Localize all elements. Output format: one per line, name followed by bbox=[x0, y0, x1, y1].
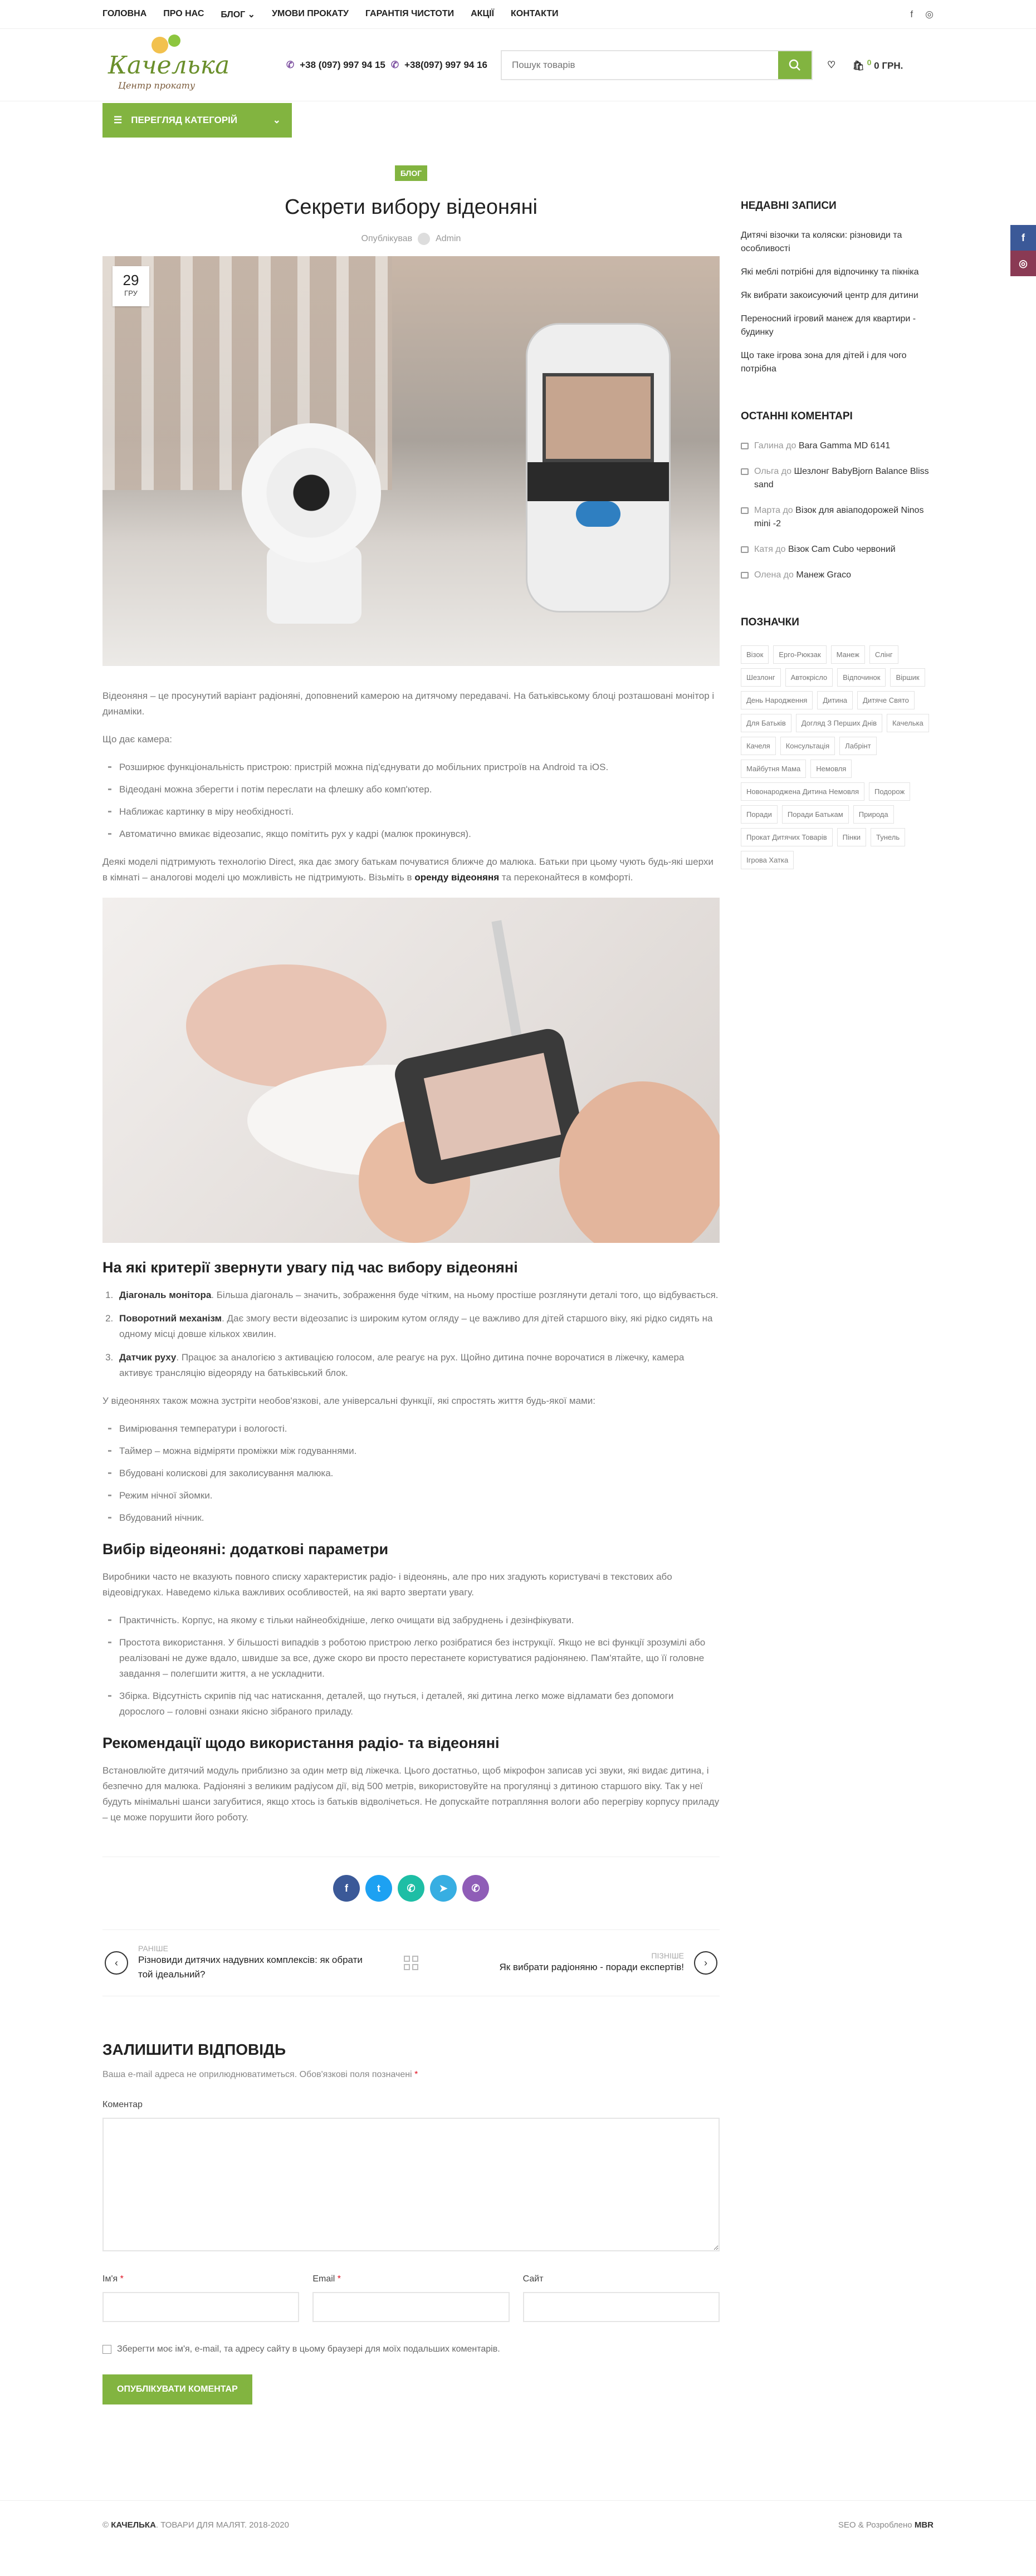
tag-link[interactable]: Подорож bbox=[869, 782, 910, 801]
email-field[interactable] bbox=[312, 2292, 509, 2322]
list-item: Наближає картинку в міру необхідності. bbox=[116, 804, 720, 820]
footer-brand[interactable]: КАЧЕЛЬКА bbox=[111, 2520, 156, 2530]
nav-promotions[interactable]: АКЦІЇ bbox=[471, 8, 494, 18]
tag-link[interactable]: Консультація bbox=[780, 737, 835, 755]
previous-post-text bbox=[138, 1944, 366, 1982]
nav-about[interactable]: ПРО НАС bbox=[163, 8, 204, 18]
next-label: ПІЗНІШЕ bbox=[651, 1951, 684, 1960]
list-item: Практичність. Корпус, на якому є тільки найнеобхідніше, легко очищати від забруднень і дезінфікувати. bbox=[116, 1613, 720, 1628]
recent-comments-widget bbox=[741, 410, 934, 582]
commented-post-link[interactable]: Шезлонг BabyBjorn Balance Bliss sand bbox=[754, 467, 929, 489]
widget-title: НЕДАВНІ ЗАПИСИ bbox=[741, 200, 837, 212]
list-item: Простота використання. У більшості випадків з роботою пристрою легко розібратися без інструкції. Якщо не всі функції зрозумілі або реалізовані не дуже вдало, швидше за все, дуже скоро ви просто перестанете користуватися радіонянею. Пам'ятайте, що її головне завдання – полегшити життя, а не ускладнити. bbox=[116, 1635, 720, 1682]
header-icons bbox=[827, 58, 903, 72]
paragraph: Відеоняня – це просунутий варіант радіоняні, доповнений камерою на дитячому передавачі. На батьківському блоці розташовані монітор і динаміки. bbox=[102, 690, 715, 717]
paragraph: Виробники часто не вказують повного списку характеристик радіо- і відеонянь, але про них згадують користувачі в текстових або відеовідгуках. Наведемо кілька важливих особливостей, на які варто звертати увагу. bbox=[102, 1571, 672, 1598]
facebook-share-icon[interactable]: f bbox=[333, 1875, 360, 1902]
viber-share-icon[interactable]: ✆ bbox=[462, 1875, 489, 1902]
cart-button[interactable] bbox=[852, 58, 903, 72]
criteria-list bbox=[102, 1287, 720, 1381]
paragraph: У відеонянях також можна зустріти необов'язкові, але універсальні функції, які спростять життя будь-якої мами: bbox=[102, 1395, 595, 1406]
instagram-icon[interactable]: ◎ bbox=[1010, 251, 1036, 276]
monitor-screen-graphic bbox=[543, 373, 654, 462]
paragraph: Що дає камера: bbox=[102, 734, 172, 745]
reply-note-text: Ваша e-mail адреса не оприлюднюватиметься. Обов'язкові поля позначені bbox=[102, 2070, 412, 2079]
email-label bbox=[312, 2274, 509, 2284]
monitor-button-graphic bbox=[576, 501, 620, 527]
author-fields bbox=[102, 2254, 720, 2322]
tag-link[interactable]: Слінг bbox=[869, 645, 898, 664]
tag-link[interactable]: Тунель bbox=[871, 828, 905, 846]
commenter: Галина до bbox=[754, 441, 796, 450]
search-input[interactable] bbox=[502, 51, 778, 79]
article bbox=[102, 138, 720, 2404]
viber-icon: ✆ bbox=[286, 59, 295, 70]
sidebar bbox=[741, 138, 934, 2404]
copyright-sign: © bbox=[102, 2520, 109, 2530]
site-field-group bbox=[523, 2254, 720, 2322]
tag-link[interactable]: Автокрісло bbox=[785, 668, 833, 687]
comment-icon bbox=[741, 572, 749, 579]
baby-monitor-image bbox=[102, 898, 720, 1243]
list-item bbox=[741, 543, 934, 556]
recent-post-link[interactable]: Що таке ігрова зона для дітей і для чого потрібна bbox=[741, 351, 907, 374]
tag-link[interactable]: Ігрова Хатка bbox=[741, 851, 794, 869]
post-date-month: ГРУ bbox=[124, 289, 138, 297]
category-badge[interactable]: БЛОГ bbox=[395, 165, 427, 181]
previous-label: РАНІШЕ bbox=[138, 1944, 168, 1953]
nav-blog[interactable]: БЛОГ ⌄ bbox=[221, 9, 256, 19]
top-social bbox=[910, 9, 934, 20]
save-info-label: Зберегти моє ім'я, e-mail, та адресу сайту в цьому браузері для моїх подальших коментарів. bbox=[117, 2344, 500, 2354]
site-field[interactable] bbox=[523, 2292, 720, 2322]
tag-link[interactable]: Поради Батькам bbox=[782, 805, 849, 824]
nav-cleanliness[interactable]: ГАРАНТІЯ ЧИСТОТИ bbox=[365, 8, 455, 18]
phone-1[interactable]: +38 (097) 997 94 15 bbox=[300, 59, 385, 70]
tag-link[interactable]: Природа bbox=[853, 805, 894, 824]
monitor-band-graphic bbox=[527, 462, 669, 501]
tag-cloud bbox=[741, 645, 934, 869]
list-item bbox=[741, 439, 934, 453]
camera-benefits-list bbox=[102, 760, 720, 842]
list-item: Режим нічної зйомки. bbox=[116, 1488, 720, 1504]
comment-icon bbox=[741, 507, 749, 514]
list-item: Вимірювання температури і вологості. bbox=[116, 1421, 720, 1437]
save-info-row bbox=[102, 2344, 720, 2354]
criterion-text: . Більша діагональ – значить, зображення буде чітким, на ньому простіше розглянути деталі того, що відбувається. bbox=[211, 1290, 719, 1300]
tag-link[interactable]: Шезлонг bbox=[741, 668, 781, 687]
comment-icon bbox=[741, 443, 749, 449]
list-item: Автоматично вмикає відеозапис, якщо помітить рух у кадрі (малюк прокинувся). bbox=[116, 826, 720, 842]
author-prefix: Опублікував bbox=[361, 234, 413, 243]
list-item: Відеодані можна зберегти і потім переслати на флешку або комп'ютер. bbox=[116, 782, 720, 797]
tag-link[interactable]: Догляд З Перших Днів bbox=[796, 714, 882, 732]
twitter-share-icon[interactable]: t bbox=[365, 1875, 392, 1902]
name-label bbox=[102, 2274, 299, 2284]
menu-icon: ☰ bbox=[114, 115, 123, 125]
comment-icon bbox=[741, 546, 749, 553]
chevron-left-icon: ‹ bbox=[105, 1951, 128, 1975]
categories-bar bbox=[0, 103, 1036, 138]
required-mark: * bbox=[120, 2274, 124, 2284]
tag-link[interactable]: Манеж bbox=[831, 645, 865, 664]
tags-widget bbox=[741, 616, 934, 869]
site-label: Сайт bbox=[522, 2274, 544, 2284]
reply-title: ЗАЛИШИТИ ВІДПОВІДЬ bbox=[102, 2041, 286, 2058]
grid-icon[interactable] bbox=[404, 1956, 418, 1970]
commenter: Ольга до bbox=[754, 467, 791, 476]
paragraph: Встановлюйте дитячий модуль приблизно за один метр від ліжечка. Цього достатньо, щоб мікрофон записав усі звуки, які видає дитина, і безпечно для малюка. Радіоняні з великим радіусом дії, від 500 метрів, використовуйте на прогулянці з дитиною старшого віку. Так у неї будуть мінімальні шанси загубитися, якщо хтось із батьків відволічеться. Не допускайте потрапляння вологи або перегріву корпусу приладу – це може порушити його роботу. bbox=[102, 1765, 720, 1823]
chevron-down-icon: ⌄ bbox=[272, 115, 281, 125]
top-navigation bbox=[102, 9, 559, 20]
logo-name: Качелька bbox=[108, 51, 230, 80]
tag-link[interactable]: Качелька bbox=[887, 714, 929, 732]
comment-icon bbox=[741, 468, 749, 475]
nav-contacts[interactable]: КОНТАКТИ bbox=[511, 8, 559, 18]
credits-text: SEO & Розроблено bbox=[838, 2520, 912, 2530]
submit-comment-button[interactable]: ОПУБЛІКУВАТИ КОМЕНТАР bbox=[102, 2374, 252, 2404]
recent-post-link[interactable]: Дитячі візочки та коляски: різновиди та особливості bbox=[741, 231, 902, 253]
phone-numbers bbox=[286, 60, 487, 71]
telegram-share-icon[interactable]: ➤ bbox=[430, 1875, 457, 1902]
tag-link[interactable]: Візок bbox=[741, 645, 769, 664]
direct-tail: та переконайтеся в комфорті. bbox=[501, 872, 633, 883]
footer-copyright bbox=[102, 2520, 289, 2530]
list-item: Збірка. Відсутність скрипів під час натискання, деталей, що гнуться, і деталей, які дитина легко може відламати без допомоги дорослого – головні ознаки якісно зібраного приладу. bbox=[116, 1688, 720, 1720]
cart-total: 0 ГРН. bbox=[874, 60, 903, 71]
bag-icon: 🛍 bbox=[852, 60, 864, 71]
tag-link[interactable]: Дитина bbox=[817, 691, 853, 709]
tag-link[interactable]: Віршик bbox=[890, 668, 925, 687]
post-content bbox=[102, 688, 720, 1825]
tag-link[interactable]: Немовля bbox=[810, 760, 852, 778]
direct-text: Деякі моделі підтримують технологію Direct, яка дає змогу батькам почуватися ближче до малюка. Батьки при цьому чують будь-які шерхи в кімнаті – аналогові моделі цю можливість не підтримують. Візьміть в bbox=[102, 856, 714, 883]
recent-post-link[interactable]: Як вибрати закоисуючий центр для дитини bbox=[741, 291, 918, 300]
section-heading: На які критерії звернути увагу під час вибору відеоняні bbox=[102, 1259, 518, 1276]
chevron-right-icon: › bbox=[694, 1951, 717, 1975]
commenter: Марта до bbox=[754, 506, 793, 515]
top-bar bbox=[0, 0, 1036, 29]
rental-link[interactable]: оренду відеоняня bbox=[414, 872, 500, 883]
widget-title: ПОЗНАЧКИ bbox=[741, 616, 799, 628]
tag-link[interactable]: Пінки bbox=[837, 828, 866, 846]
category-badge-wrap bbox=[102, 165, 720, 181]
tag-link[interactable]: Прокат Дитячих Товарів bbox=[741, 828, 833, 846]
list-item bbox=[741, 569, 934, 582]
post-date bbox=[113, 266, 149, 306]
tag-link[interactable]: Для Батьків bbox=[741, 714, 791, 732]
recent-post-link[interactable]: Переносний ігровий манеж для квартири - будинку bbox=[741, 314, 916, 337]
save-info-checkbox[interactable] bbox=[102, 2345, 111, 2354]
criterion-title: Датчик руху bbox=[119, 1352, 177, 1363]
extras-list bbox=[102, 1421, 720, 1526]
camera-graphic bbox=[242, 423, 381, 562]
tag-link[interactable]: Майбутня Мама bbox=[741, 760, 806, 778]
next-post-link[interactable] bbox=[456, 1951, 717, 1975]
heart-icon[interactable]: ♡ bbox=[827, 59, 836, 70]
commented-post-link[interactable]: Манеж Graco bbox=[796, 570, 852, 580]
logo-leaf-graphic bbox=[168, 35, 180, 47]
post-meta bbox=[102, 233, 720, 245]
list-item bbox=[116, 1287, 720, 1303]
facebook-icon[interactable]: f bbox=[910, 8, 913, 19]
phone-2[interactable]: +38(097) 997 94 16 bbox=[404, 59, 487, 70]
commented-post-link[interactable]: Візок для авіаподорожей Ninos mini -2 bbox=[754, 506, 924, 528]
next-title: Як вибрати радіоняню - поради експертів! bbox=[499, 1962, 684, 1972]
commenter: Катя до bbox=[754, 545, 786, 554]
facebook-icon[interactable]: f bbox=[1010, 225, 1036, 251]
email-label-text: Email bbox=[312, 2274, 335, 2284]
params-list bbox=[102, 1613, 720, 1720]
post-navigation bbox=[102, 1929, 720, 1996]
site-footer bbox=[0, 2500, 1036, 2549]
tag-link[interactable]: Поради bbox=[741, 805, 778, 824]
list-item bbox=[741, 465, 934, 492]
commented-post-link[interactable]: Візок Cam Cubo червоний bbox=[788, 545, 896, 554]
viber-icon: ✆ bbox=[390, 59, 399, 70]
commented-post-link[interactable]: Bara Gamma MD 6141 bbox=[798, 441, 891, 450]
tag-link[interactable]: Ергo-Рюкзак bbox=[773, 645, 826, 664]
search-form bbox=[501, 50, 813, 80]
list-item bbox=[116, 1311, 720, 1342]
cart-count: 0 bbox=[867, 58, 872, 67]
tag-link[interactable]: Дитяче Свято bbox=[857, 691, 915, 709]
section-heading: Рекомендації щодо використання радіо- та відеоняні bbox=[102, 1735, 500, 1751]
browse-categories-button[interactable] bbox=[102, 103, 292, 138]
site-header bbox=[0, 29, 1036, 101]
share-buttons bbox=[102, 1857, 720, 1902]
criterion-title: Поворотний механізм bbox=[119, 1313, 222, 1324]
hand-graphic bbox=[559, 1081, 720, 1243]
previous-post-link[interactable] bbox=[105, 1944, 366, 1982]
author-link[interactable]: Admin bbox=[436, 234, 461, 243]
browse-categories-label: ПЕРЕГЛЯД КАТЕГОРІЙ bbox=[131, 115, 238, 125]
next-post-text bbox=[500, 1951, 685, 1975]
name-label-text: Ім'я bbox=[102, 2274, 118, 2284]
recent-posts-widget bbox=[741, 200, 934, 376]
criterion-text: . Дає змогу вести відеозапис із широким кутом огляду – це важливо для дітей старшого віку, які рідко сидять на одному місці довше кількох хвилин. bbox=[119, 1313, 713, 1339]
nav-rental-terms[interactable]: УМОВИ ПРОКАТУ bbox=[272, 8, 349, 18]
recent-post-link[interactable]: Які меблі потрібні для відпочинку та пікніка bbox=[741, 267, 919, 277]
list-item: Таймер – можна відміряти проміжки між годуваннями. bbox=[116, 1443, 720, 1459]
list-item bbox=[116, 1350, 720, 1381]
required-mark: * bbox=[414, 2070, 418, 2079]
email-field-group bbox=[312, 2254, 509, 2322]
logo-tagline: Центр прокату bbox=[118, 80, 196, 91]
comment-label: Коментар bbox=[102, 2100, 143, 2109]
footer-credits bbox=[838, 2520, 934, 2530]
developer-link[interactable]: MBR bbox=[914, 2520, 934, 2530]
search-button[interactable] bbox=[778, 51, 812, 79]
search-icon bbox=[789, 59, 801, 71]
reply-note bbox=[102, 2070, 720, 2080]
floating-social bbox=[1010, 225, 1036, 276]
whatsapp-share-icon[interactable]: ✆ bbox=[398, 1875, 424, 1902]
paragraph bbox=[102, 854, 720, 885]
previous-title: Різновиди дитячих надувних комплексів: як обрати той ідеальний? bbox=[138, 1955, 363, 1980]
tag-link[interactable]: Качеля bbox=[741, 737, 776, 755]
post-date-day: 29 bbox=[123, 272, 139, 288]
name-field[interactable] bbox=[102, 2292, 299, 2322]
section-heading: Вибір відеоняні: додаткові параметри bbox=[102, 1541, 389, 1558]
instagram-icon[interactable]: ◎ bbox=[925, 8, 934, 19]
list-item: Розширює функціональність пристрою: пристрій можна під'єднувати до мобільних пристроїв на Android та iOS. bbox=[116, 760, 720, 775]
list-item: Вбудовані колискові для заколисування малюка. bbox=[116, 1466, 720, 1481]
page-layout bbox=[0, 138, 1036, 2404]
criterion-text: . Працює за аналогією з активацією голосом, але реагує на рух. Щойно дитина почне ворочатися в ліжечку, камера активує трансляцію відеоряду на батьківський блок. bbox=[119, 1352, 685, 1378]
tag-link[interactable]: Лабрінт bbox=[839, 737, 876, 755]
widget-title: ОСТАННІ КОМЕНТАРІ bbox=[741, 410, 853, 422]
name-field-group bbox=[102, 2254, 299, 2322]
nav-home[interactable]: ГОЛОВНА bbox=[102, 8, 147, 18]
comment-textarea[interactable] bbox=[102, 2118, 720, 2251]
hero-image bbox=[102, 256, 720, 666]
required-mark: * bbox=[337, 2274, 341, 2284]
commenter: Олена до bbox=[754, 570, 794, 580]
site-logo[interactable] bbox=[102, 35, 230, 96]
list-item bbox=[741, 504, 934, 531]
comments-list bbox=[741, 439, 934, 582]
comment-form bbox=[102, 2041, 720, 2404]
list-item: Вбудований нічник. bbox=[116, 1510, 720, 1526]
tag-link[interactable]: День Народження bbox=[741, 691, 813, 709]
post-title: Секрети вибору відеоняні bbox=[284, 195, 538, 219]
footer-tail: . ТОВАРИ ДЛЯ МАЛЯТ. 2018-2020 bbox=[155, 2520, 289, 2530]
avatar bbox=[418, 233, 430, 245]
tag-link[interactable]: Відпочинок bbox=[837, 668, 886, 687]
criterion-title: Діагональ монітора bbox=[119, 1290, 212, 1300]
tag-link[interactable]: Новонароджена Дитина Немовля bbox=[741, 782, 864, 801]
